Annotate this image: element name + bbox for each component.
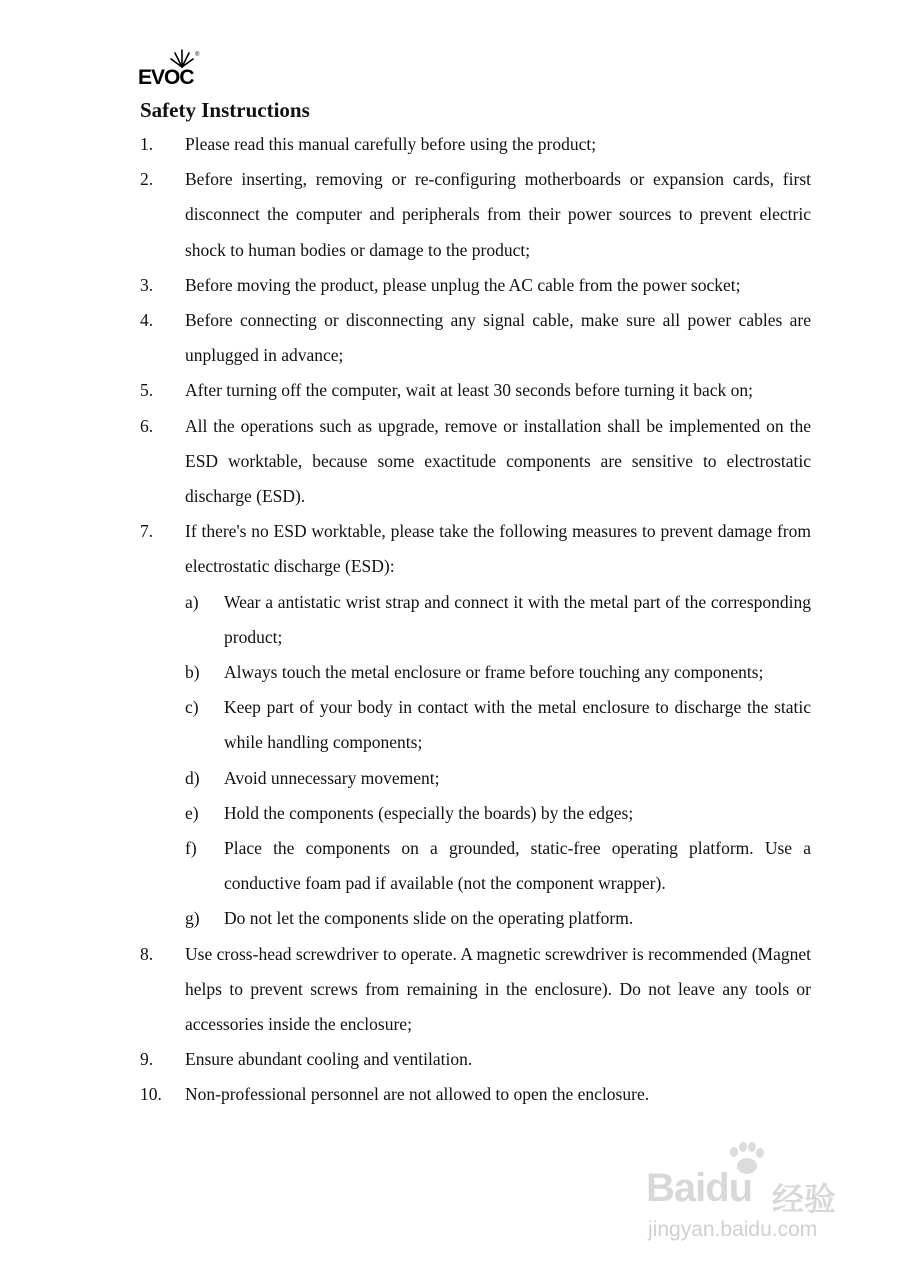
sub-item-letter: b) — [185, 662, 200, 683]
watermark-cn: 经验 — [772, 1180, 837, 1218]
item-text: Non-professional personnel are not allowed to open the enclosure. — [185, 1084, 650, 1105]
sub-list-item — [185, 796, 811, 831]
sub-list-item — [185, 901, 811, 936]
list-item — [140, 1077, 811, 1112]
watermark-brand: Baidu — [646, 1166, 753, 1210]
list-item — [140, 162, 811, 268]
sub-item-text: Hold the components (especially the boards) by the edges; — [224, 802, 634, 823]
logo-starburst-icon — [170, 48, 194, 68]
watermark-url: jingyan.baidu.com — [648, 1218, 818, 1241]
list-item — [140, 373, 811, 408]
item-number: 7. — [140, 521, 154, 542]
esd-measures-sublist — [185, 585, 811, 937]
item-number: 10. — [140, 1084, 162, 1105]
item-text: If there's no ESD worktable, please take the following measures to prevent damage from electrostatic discharge (ESD): — [185, 521, 811, 577]
list-item — [140, 514, 811, 936]
evoc-logo — [138, 48, 208, 92]
registered-mark: ® — [195, 52, 200, 58]
item-number: 9. — [140, 1049, 154, 1070]
list-item — [140, 127, 811, 162]
item-number: 2. — [140, 169, 154, 190]
list-item — [140, 409, 811, 515]
item-number: 6. — [140, 415, 154, 436]
list-item — [140, 268, 811, 303]
item-text: Before inserting, removing or re-configuring motherboards or expansion cards, first disconnect the computer and peripherals from their power sources to prevent electric shock to human bodies or damage to the product; — [185, 169, 811, 260]
sub-item-text: Wear a antistatic wrist strap and connect it with the metal part of the corresponding product; — [224, 591, 811, 647]
sub-item-letter: c) — [185, 697, 199, 718]
item-text: After turning off the computer, wait at least 30 seconds before turning it back on; — [185, 380, 754, 401]
item-number: 3. — [140, 274, 154, 295]
item-text: Please read this manual carefully before using the product; — [185, 134, 597, 154]
list-item — [140, 303, 811, 373]
logo-wordmark: EVOC — [138, 66, 194, 89]
sub-list-item — [185, 585, 811, 655]
sub-list-item — [185, 761, 811, 796]
sub-item-text: Keep part of your body in contact with the metal enclosure to discharge the static while handling components; — [224, 697, 811, 753]
sub-item-text: Avoid unnecessary movement; — [224, 767, 440, 788]
sub-list-item — [185, 831, 811, 901]
sub-item-text: Do not let the components slide on the operating platform. — [224, 908, 634, 929]
list-item — [140, 1042, 811, 1077]
item-number: 8. — [140, 943, 154, 964]
sub-item-letter: f) — [185, 838, 197, 859]
sub-item-letter: a) — [185, 591, 199, 612]
item-number: 5. — [140, 380, 154, 401]
safety-instructions-list — [140, 127, 811, 1113]
item-text: Ensure abundant cooling and ventilation. — [185, 1049, 473, 1070]
sub-list-item — [185, 655, 811, 690]
item-text: All the operations such as upgrade, remove or installation shall be implemented on the ESD worktable, because some exactitude components are sensitive to electrostatic discharge (ESD). — [185, 415, 811, 507]
sub-item-text: Always touch the metal enclosure or frame before touching any components; — [224, 662, 764, 683]
item-text: Use cross-head screwdriver to operate. A magnetic screwdriver is recommended (Magnet helps to prevent screws from remaining in the enclosure). Do not leave any tools or accessories inside the enclosure; — [185, 943, 811, 1035]
sub-item-text: Place the components on a grounded, static-free operating platform. Use a conductive foam pad if available (not the component wrapper). — [224, 838, 811, 894]
page-title: Safety Instructions — [140, 98, 310, 122]
sub-list-item — [185, 690, 811, 760]
baidu-jingyan-watermark — [640, 1138, 850, 1248]
list-item — [140, 937, 811, 1043]
item-text: Before connecting or disconnecting any signal cable, make sure all power cables are unplugged in advance; — [185, 310, 811, 366]
item-text: Before moving the product, please unplug the AC cable from the power socket; — [185, 274, 741, 295]
sub-item-letter: d) — [185, 767, 200, 788]
item-number: 4. — [140, 310, 154, 331]
sub-item-letter: e) — [185, 802, 199, 823]
sub-item-letter: g) — [185, 908, 200, 929]
item-number: 1. — [140, 134, 154, 154]
